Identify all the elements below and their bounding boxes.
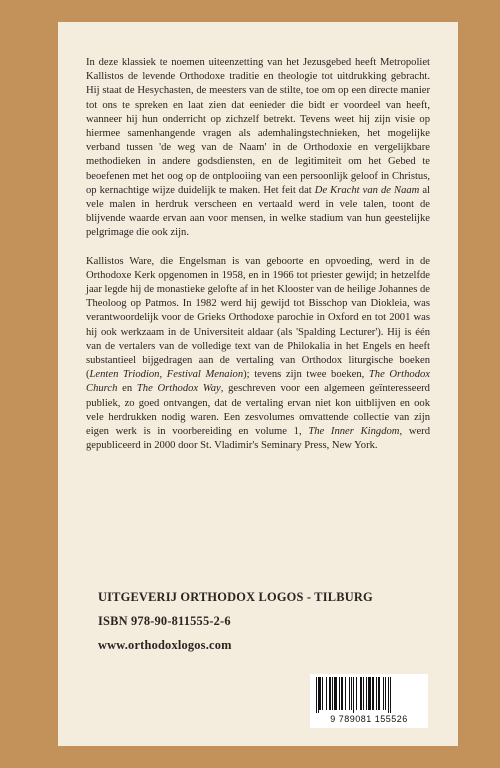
description-paragraph xyxy=(86,56,430,241)
barcode-bar xyxy=(322,677,323,710)
text-run: al vele malen in herdruk verscheen en vertaald werd in vele talen, toont de blijvende waarde ervan aan voor mensen, in welke stadium van hun geestelijke pelgrimage die ook zijn. xyxy=(86,184,430,239)
barcode-bar xyxy=(334,677,337,710)
barcode-bar xyxy=(390,677,391,713)
text-run: , xyxy=(159,369,167,381)
barcode-bar xyxy=(368,677,371,710)
isbn-number: ISBN 978-90-811555-2-6 xyxy=(98,614,231,628)
barcode-bar xyxy=(363,677,364,710)
author-bio-paragraph xyxy=(86,255,430,454)
publisher-block xyxy=(98,590,373,662)
barcode-bar xyxy=(345,677,346,710)
barcode-bar xyxy=(388,677,389,713)
barcode-bar xyxy=(372,677,374,710)
barcode-bar xyxy=(349,677,350,710)
barcode-bar xyxy=(318,677,319,713)
barcode-bar xyxy=(329,677,331,710)
barcode-bar xyxy=(376,677,377,710)
text-run: Kallistos Ware, die Engelsman is van geboorte en opvoeding, werd in de Orthodoxe Kerk opgenomen in 1958, en in 1966 tot priester gewijd; in hetzelfde jaar legde hij de monastieke gelofte af in het Klooster van de heilige Johannes de Theoloog op Patmos. In 1982 werd hij gewijd tot Bisschop van Diokleia, was verantwoordelijk voor de Grieks Orthodoxe parochie in Oxford en tot 2001 was hij ook werkzaam in de Universiteit aldaar (als 'Spalding Lecturer'). Hij is één van de vertalers van de volledige text van de Philokalia in het Engels en heeft substantieel bijgedragen aan de vertaling van Orthodox liturgische boeken ( xyxy=(86,255,430,381)
barcode-bar xyxy=(378,677,380,710)
barcode-bar xyxy=(351,677,352,710)
italic-title: De Kracht van de Naam xyxy=(314,184,420,196)
barcode-bar xyxy=(385,677,386,710)
barcode-bar xyxy=(353,677,354,713)
italic-title: The Orthodox Way xyxy=(136,383,221,395)
publisher-website: www.orthodoxlogos.com xyxy=(98,638,232,652)
italic-title: Lenten Triodion xyxy=(89,369,160,381)
barcode-bar xyxy=(332,677,333,710)
barcode-digits: 9 789081 155526 xyxy=(330,714,408,724)
back-cover xyxy=(58,22,458,746)
text-run: In deze klassiek te noemen uiteenzetting van het Jezusgebed heeft Metropoliet Kallistos de levende Orthodoxe traditie en theologie tot uitdrukking gebracht. Hij staat de Hesychasten, de meesters van de stilte, toe om op een directe manier tot ons te spreken en laat zien dat eenieder die bidt er voordeel van heeft, wanneer hij hun onderricht op zichzelf betrekt. Tevens weet hij zijn visie op hiermee samenhangende vragen als ademhalingstechnieken, het mogelijke verband tussen 'de weg van de Naam' in de Orthodoxie en vergelijkbare methodieken in andere godsdiensten, en de legitimiteit om het Gebed te beoefenen met het oog op de ontplooiing van een persoonlijk geloof in Christus, op kernachtige wijze duidelijk te maken. Het feit dat xyxy=(86,57,430,196)
barcode-bar xyxy=(366,677,367,710)
barcode-bar xyxy=(319,677,321,710)
barcode-bar xyxy=(341,677,343,710)
barcode-bars xyxy=(314,677,424,713)
text-run: ); tevens zijn twee boeken, xyxy=(243,369,369,381)
italic-title: The Inner Kingdom xyxy=(308,426,400,438)
barcode-bar xyxy=(383,677,384,710)
text-run: , werd gepubliceerd in 2000 door St. Vladimir's Seminary Press, New York. xyxy=(86,426,430,452)
barcode-bar xyxy=(316,677,317,713)
barcode-bar xyxy=(356,677,357,710)
barcode-bar xyxy=(360,677,362,710)
italic-title: The Orthodox Church xyxy=(86,369,430,395)
barcode-bar xyxy=(339,677,340,710)
barcode-bar xyxy=(326,677,327,710)
isbn-barcode xyxy=(310,674,428,728)
text-run: en xyxy=(117,383,137,395)
text-run: , geschreven voor een algemeen geïnteresseerd publiek, zo goed ontvangen, dat de vertaling ervan niet kon uitblijven en ook vele herdrukken nodig waren. Een zesvolumes omvattende collectie van zijn eigen werk is in voorbereiding en volume 1, xyxy=(86,383,430,438)
publisher-name: UITGEVERIJ ORTHODOX LOGOS - TILBURG xyxy=(98,590,373,604)
italic-title: Festival Menaion xyxy=(166,369,244,381)
